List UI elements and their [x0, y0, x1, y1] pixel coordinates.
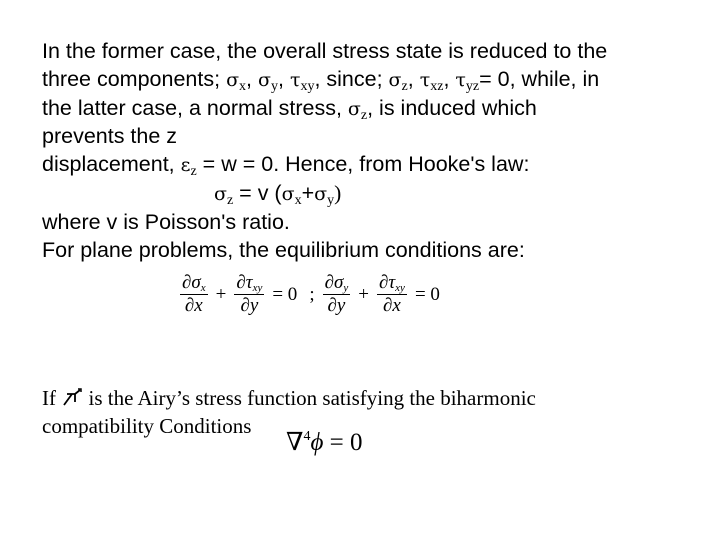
subscript: xz [430, 78, 444, 94]
denominator [326, 295, 348, 317]
text-line-1: In the former case, the overall stress state is reduced to the [42, 39, 608, 63]
subscript: x [294, 192, 302, 208]
subscript: xy [252, 282, 263, 294]
text-fragment: the latter case, a normal stress, [42, 95, 348, 120]
variable: y [336, 295, 346, 316]
separator: , [246, 66, 258, 91]
subscript: z [360, 107, 368, 123]
plus-sign: + [358, 283, 369, 305]
denominator [381, 295, 403, 317]
text-line-2 [42, 66, 702, 95]
nabla-symbol: ∇ [286, 429, 304, 456]
subscript: x [200, 282, 206, 294]
denominator [238, 295, 260, 317]
equals-zero: = 0 [323, 429, 363, 456]
denominator [183, 295, 205, 317]
variable: x [392, 295, 401, 316]
subscript: z [401, 78, 408, 94]
subscript: x [239, 78, 247, 94]
airy-line-1 [42, 384, 702, 412]
numerator [377, 272, 407, 294]
separator: , [277, 66, 290, 91]
partial-symbol: ∂ [236, 272, 246, 293]
equals-zero: = 0 [272, 283, 298, 305]
tau-symbol: τ [388, 272, 396, 293]
sigma-symbol: σ [214, 182, 227, 205]
equilibrium-equations [178, 272, 446, 317]
tau-symbol: τ [455, 68, 466, 91]
sigma-symbol: σ [191, 272, 201, 293]
subscript: xy [395, 282, 405, 294]
text-fragment: = w = 0. Hence, from Hooke's law: [196, 152, 530, 177]
text-fragment: , since; [314, 66, 389, 91]
airy-paragraph [42, 384, 702, 440]
text-fragment: , is induced which [367, 95, 537, 120]
tau-symbol: τ [245, 272, 253, 293]
fraction-dtauxy-dy [234, 272, 264, 317]
variable: y [249, 295, 259, 316]
sigma-symbol: σ [347, 97, 361, 120]
partial-symbol: ∂ [327, 295, 337, 316]
subscript: xy [300, 78, 315, 94]
text-fragment: If [42, 386, 62, 410]
main-paragraph [42, 38, 702, 264]
variable: x [194, 295, 203, 316]
fraction-dtauxy-dx [377, 272, 407, 317]
closing-paren: ) [334, 180, 342, 205]
tau-symbol: τ [419, 68, 431, 91]
text-line-7: where v is Poisson's ratio. [42, 209, 290, 234]
plus-sign: + [215, 283, 227, 305]
tau-symbol: τ [289, 68, 301, 91]
subscript: z [190, 164, 197, 180]
fraction-dsigmay-dy [323, 272, 351, 317]
text-line-5 [42, 151, 702, 180]
partial-symbol: ∂ [324, 272, 334, 293]
text-fragment: three components; [42, 66, 227, 91]
sigma-symbol: σ [314, 182, 328, 205]
text-line-3 [42, 95, 702, 124]
separator: , [443, 66, 456, 91]
phi-symbol: ϕ [310, 429, 324, 456]
numerator [323, 272, 351, 294]
text-fragment: is the Airy’s stress function satisfying the biharmonic [83, 386, 536, 410]
airy-line-2: compatibility Conditions [42, 414, 252, 438]
sigma-symbol: σ [226, 68, 240, 91]
partial-symbol: ∂ [378, 272, 389, 293]
biharmonic-equation [286, 428, 363, 458]
numerator [234, 272, 264, 294]
subscript: y [270, 78, 278, 94]
fraction-dsigmax-dx [180, 272, 208, 317]
text-fragment: = v ( [233, 180, 282, 205]
numerator [180, 272, 208, 294]
partial-symbol: ∂ [182, 272, 192, 293]
separator: , [407, 66, 420, 91]
text-fragment: = 0, while, in [479, 66, 600, 91]
partial-symbol: ∂ [240, 295, 250, 316]
subscript: yz [465, 78, 480, 94]
equals-zero: = 0 [414, 283, 440, 305]
text-line-8: For plane problems, the equilibrium conditions are: [42, 237, 525, 262]
sigma-symbol: σ [333, 272, 344, 293]
hooke-equation [42, 180, 702, 209]
sigma-symbol: σ [281, 182, 295, 205]
subscript: y [343, 282, 349, 294]
plus-sign: + [301, 180, 315, 205]
sigma-symbol: σ [388, 68, 402, 91]
text-line-4: prevents the z [42, 124, 178, 149]
power: 4 [303, 429, 311, 444]
sigma-symbol: σ [258, 68, 271, 91]
subscript: y [327, 192, 335, 208]
partial-symbol: ∂ [184, 295, 195, 316]
airy-function-symbol-icon [61, 387, 83, 407]
epsilon-symbol: ε [180, 154, 191, 177]
equation-separator: ; [309, 283, 315, 305]
partial-symbol: ∂ [383, 295, 393, 316]
text-fragment: displacement, [42, 152, 181, 177]
subscript: z [226, 192, 234, 208]
